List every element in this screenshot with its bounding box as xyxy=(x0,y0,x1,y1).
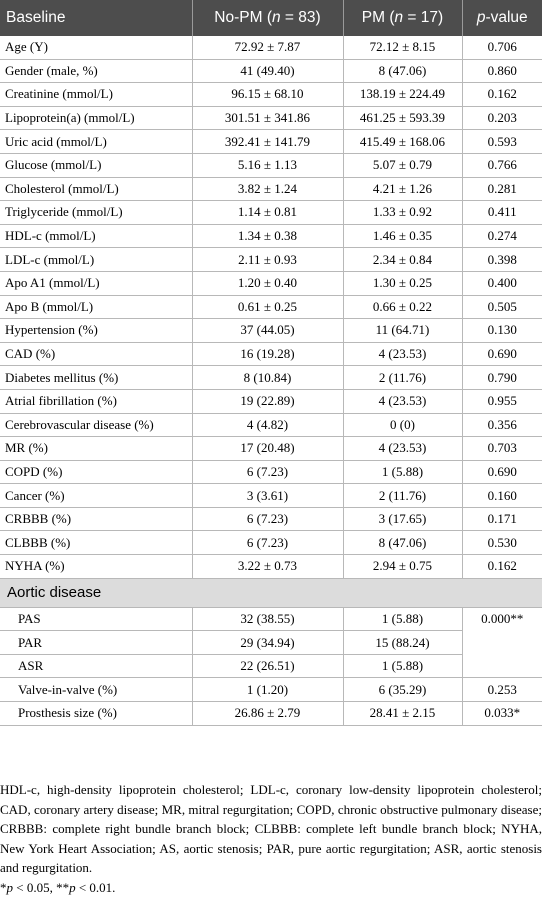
row-label: Cholesterol (mmol/L) xyxy=(0,177,192,201)
no-pm-value: 301.51 ± 341.86 xyxy=(192,106,343,130)
pm-value: 415.49 ± 168.06 xyxy=(343,130,462,154)
table-row xyxy=(0,59,542,83)
pm-value: 5.07 ± 0.79 xyxy=(343,153,462,177)
table-row xyxy=(0,248,542,272)
p-value: 0.411 xyxy=(462,201,542,225)
row-label: Diabetes mellitus (%) xyxy=(0,366,192,390)
table-row xyxy=(0,201,542,225)
p-value: 0.162 xyxy=(462,83,542,107)
header-p-value: p-value xyxy=(462,0,542,36)
no-pm-value: 392.41 ± 141.79 xyxy=(192,130,343,154)
section-title: Aortic disease xyxy=(0,578,542,607)
p-value: 0.130 xyxy=(462,319,542,343)
no-pm-value: 37 (44.05) xyxy=(192,319,343,343)
table-row xyxy=(0,389,542,413)
no-pm-value: 96.15 ± 68.10 xyxy=(192,83,343,107)
pm-value: 28.41 ± 2.15 xyxy=(343,702,462,726)
row-label: Glucose (mmol/L) xyxy=(0,153,192,177)
no-pm-value: 5.16 ± 1.13 xyxy=(192,153,343,177)
no-pm-value: 3.22 ± 0.73 xyxy=(192,555,343,579)
row-label: Valve-in-valve (%) xyxy=(0,678,192,702)
row-label: COPD (%) xyxy=(0,460,192,484)
table-row xyxy=(0,366,542,390)
no-pm-value: 3 (3.61) xyxy=(192,484,343,508)
pm-value: 4 (23.53) xyxy=(343,389,462,413)
no-pm-value: 6 (7.23) xyxy=(192,531,343,555)
no-pm-value: 1.14 ± 0.81 xyxy=(192,201,343,225)
row-label: Gender (male, %) xyxy=(0,59,192,83)
p-value: 0.274 xyxy=(462,224,542,248)
p-value: 0.281 xyxy=(462,177,542,201)
p-value: 0.703 xyxy=(462,437,542,461)
p-value: 0.690 xyxy=(462,342,542,366)
pm-value: 1 (5.88) xyxy=(343,654,462,678)
no-pm-value: 6 (7.23) xyxy=(192,507,343,531)
p-value: 0.398 xyxy=(462,248,542,272)
no-pm-value: 1.34 ± 0.38 xyxy=(192,224,343,248)
pm-value: 8 (47.06) xyxy=(343,531,462,555)
table-row xyxy=(0,413,542,437)
no-pm-value: 6 (7.23) xyxy=(192,460,343,484)
pm-value: 4.21 ± 1.26 xyxy=(343,177,462,201)
p-value: 0.955 xyxy=(462,389,542,413)
pm-value: 8 (47.06) xyxy=(343,59,462,83)
p-value: 0.860 xyxy=(462,59,542,83)
row-label: Prosthesis size (%) xyxy=(0,702,192,726)
pm-value: 1 (5.88) xyxy=(343,607,462,631)
no-pm-value: 16 (19.28) xyxy=(192,342,343,366)
row-label: PAR xyxy=(0,631,192,655)
table-row xyxy=(0,484,542,508)
no-pm-value: 2.11 ± 0.93 xyxy=(192,248,343,272)
table-row xyxy=(0,342,542,366)
row-label: LDL-c (mmol/L) xyxy=(0,248,192,272)
no-pm-value: 26.86 ± 2.79 xyxy=(192,702,343,726)
row-label: Apo A1 (mmol/L) xyxy=(0,271,192,295)
pm-value: 72.12 ± 8.15 xyxy=(343,36,462,59)
no-pm-value: 17 (20.48) xyxy=(192,437,343,461)
table-footnotes xyxy=(0,780,542,897)
aortic-row xyxy=(0,654,542,678)
no-pm-value: 32 (38.55) xyxy=(192,607,343,631)
no-pm-value: 8 (10.84) xyxy=(192,366,343,390)
p-value: 0.171 xyxy=(462,507,542,531)
row-label: Creatinine (mmol/L) xyxy=(0,83,192,107)
table-row xyxy=(0,319,542,343)
p-value: 0.356 xyxy=(462,413,542,437)
no-pm-value: 0.61 ± 0.25 xyxy=(192,295,343,319)
p-value: 0.530 xyxy=(462,531,542,555)
pm-value: 1.46 ± 0.35 xyxy=(343,224,462,248)
pm-value: 0.66 ± 0.22 xyxy=(343,295,462,319)
no-pm-value: 72.92 ± 7.87 xyxy=(192,36,343,59)
no-pm-value: 19 (22.89) xyxy=(192,389,343,413)
p-value: 0.690 xyxy=(462,460,542,484)
no-pm-value: 29 (34.94) xyxy=(192,631,343,655)
p-value: 0.160 xyxy=(462,484,542,508)
pm-value: 6 (35.29) xyxy=(343,678,462,702)
table-row xyxy=(0,83,542,107)
table-row xyxy=(0,177,542,201)
pm-value: 3 (17.65) xyxy=(343,507,462,531)
pm-value: 2 (11.76) xyxy=(343,366,462,390)
header-no-pm: No-PM (n = 83) xyxy=(192,0,343,36)
table-row xyxy=(0,702,542,726)
row-label: Lipoprotein(a) (mmol/L) xyxy=(0,106,192,130)
p-value: 0.253 xyxy=(462,678,542,702)
row-label: HDL-c (mmol/L) xyxy=(0,224,192,248)
table-row xyxy=(0,295,542,319)
pm-value: 2.34 ± 0.84 xyxy=(343,248,462,272)
pm-value: 2.94 ± 0.75 xyxy=(343,555,462,579)
row-label: Uric acid (mmol/L) xyxy=(0,130,192,154)
pm-value: 15 (88.24) xyxy=(343,631,462,655)
p-value: 0.400 xyxy=(462,271,542,295)
row-label: Atrial fibrillation (%) xyxy=(0,389,192,413)
no-pm-value: 41 (49.40) xyxy=(192,59,343,83)
pm-value: 11 (64.71) xyxy=(343,319,462,343)
pm-value: 1 (5.88) xyxy=(343,460,462,484)
no-pm-value: 4 (4.82) xyxy=(192,413,343,437)
abbreviations-note: HDL-c, high-density lipoprotein cholesterol; LDL-c, coronary low-density lipoprotein cholesterol; CAD, coronary artery disease; MR, mitral regurgitation; COPD, chronic obstructive pulmonary disease; CRBBB: complete right bundle branch block; CLBBB: complete left bundle branch block; NYHA, New York Heart Association; AS, aortic stenosis; PAR, pure aortic regurgitation; ASR, aortic stenosis and regurgitation. xyxy=(0,782,542,875)
row-label: Cerebrovascular disease (%) xyxy=(0,413,192,437)
section-row-aortic-disease xyxy=(0,578,542,607)
p-value: 0.000** xyxy=(462,607,542,678)
row-label: ASR xyxy=(0,654,192,678)
pm-value: 0 (0) xyxy=(343,413,462,437)
table-row xyxy=(0,531,542,555)
no-pm-value: 1 (1.20) xyxy=(192,678,343,702)
table-row xyxy=(0,437,542,461)
no-pm-value: 3.82 ± 1.24 xyxy=(192,177,343,201)
pm-value: 138.19 ± 224.49 xyxy=(343,83,462,107)
header-pm: PM (n = 17) xyxy=(343,0,462,36)
table-row xyxy=(0,555,542,579)
p-value: 0.766 xyxy=(462,153,542,177)
pm-value: 4 (23.53) xyxy=(343,437,462,461)
table-row xyxy=(0,153,542,177)
p-value: 0.033* xyxy=(462,702,542,726)
row-label: MR (%) xyxy=(0,437,192,461)
p-value: 0.505 xyxy=(462,295,542,319)
table-row xyxy=(0,507,542,531)
row-label: Apo B (mmol/L) xyxy=(0,295,192,319)
row-label: Cancer (%) xyxy=(0,484,192,508)
pm-value: 461.25 ± 593.39 xyxy=(343,106,462,130)
table-row xyxy=(0,130,542,154)
header-baseline: Baseline xyxy=(0,0,192,36)
no-pm-value: 22 (26.51) xyxy=(192,654,343,678)
table-row xyxy=(0,106,542,130)
table-row xyxy=(0,224,542,248)
table-row xyxy=(0,271,542,295)
row-label: CAD (%) xyxy=(0,342,192,366)
row-label: CLBBB (%) xyxy=(0,531,192,555)
no-pm-value: 1.20 ± 0.40 xyxy=(192,271,343,295)
table-row xyxy=(0,36,542,59)
row-label: Triglyceride (mmol/L) xyxy=(0,201,192,225)
p-value: 0.706 xyxy=(462,36,542,59)
table-row xyxy=(0,678,542,702)
significance-note: *p < 0.05, **p < 0.01. xyxy=(0,879,116,895)
row-label: Hypertension (%) xyxy=(0,319,192,343)
pm-value: 2 (11.76) xyxy=(343,484,462,508)
pm-value: 1.30 ± 0.25 xyxy=(343,271,462,295)
header-row xyxy=(0,0,542,36)
row-label: NYHA (%) xyxy=(0,555,192,579)
p-value: 0.790 xyxy=(462,366,542,390)
row-label: PAS xyxy=(0,607,192,631)
p-value: 0.593 xyxy=(462,130,542,154)
row-label: CRBBB (%) xyxy=(0,507,192,531)
p-value: 0.203 xyxy=(462,106,542,130)
pm-value: 1.33 ± 0.92 xyxy=(343,201,462,225)
table-row xyxy=(0,460,542,484)
pm-value: 4 (23.53) xyxy=(343,342,462,366)
p-value: 0.162 xyxy=(462,555,542,579)
aortic-row xyxy=(0,607,542,631)
aortic-row xyxy=(0,631,542,655)
row-label: Age (Y) xyxy=(0,36,192,59)
